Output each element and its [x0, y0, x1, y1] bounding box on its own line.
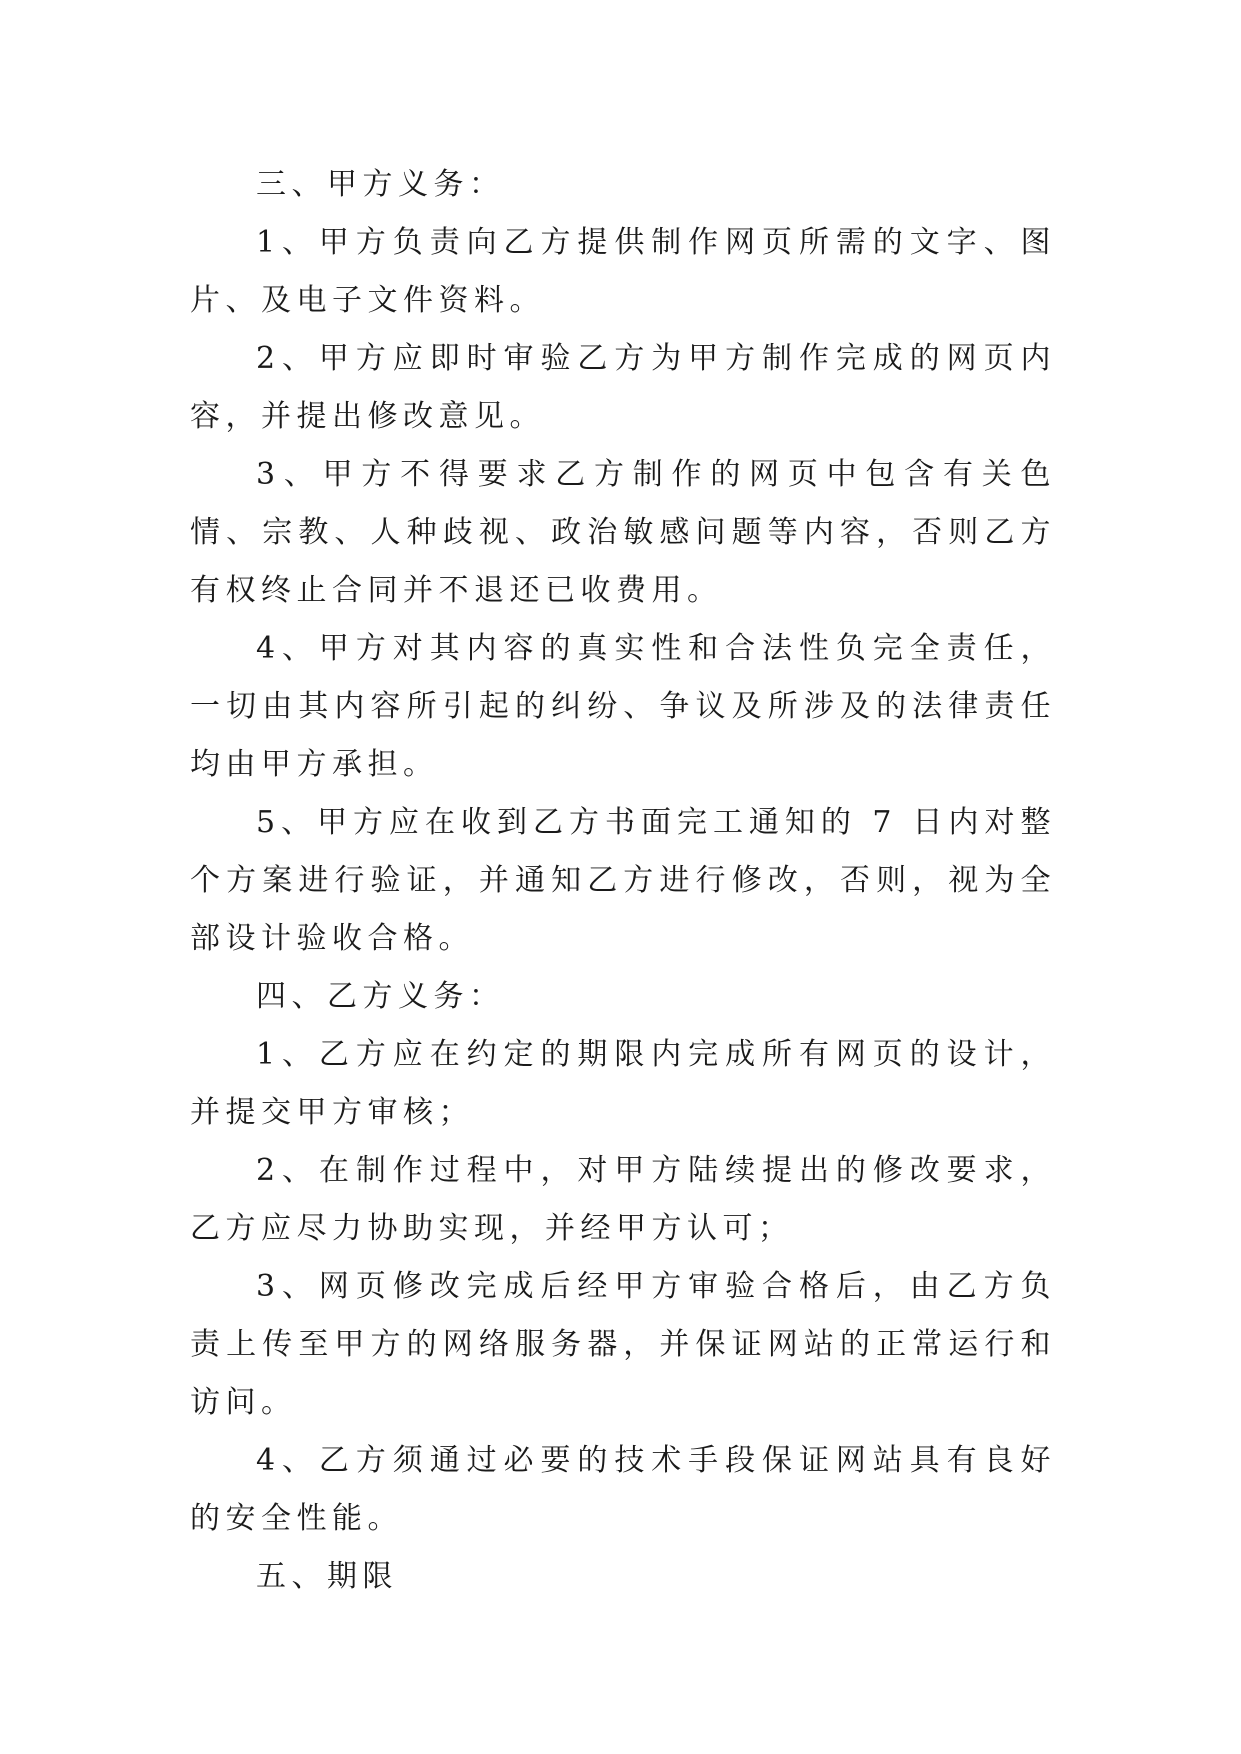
clause-a5: 5、甲方应在收到乙方书面完工通知的 7 日内对整个方案进行验证，并通知乙方进行修改，否则，视为全部设计验收合格。	[190, 805, 1056, 956]
clause-b3: 3、网页修改完成后经甲方审验合格后，由乙方负责上传至甲方的网络服务器，并保证网站的正常运行和访问。	[190, 1269, 1056, 1420]
clause-b1: 1、乙方应在约定的期限内完成所有网页的设计，并提交甲方审核；	[190, 1037, 1056, 1130]
section-heading-party-b-obligations: 四、乙方义务：	[256, 979, 505, 1014]
clause-a1: 1、甲方负责向乙方提供制作网页所需的文字、图片、及电子文件资料。	[190, 225, 1056, 318]
section-heading-party-a-obligations: 三、甲方义务：	[256, 167, 505, 202]
clause-a4: 4、甲方对其内容的真实性和合法性负完全责任，一切由其内容所引起的纠纷、争议及所涉及的法律责任均由甲方承担。	[190, 631, 1056, 782]
section-heading-term: 五、期限	[256, 1559, 398, 1594]
clause-b4: 4、乙方须通过必要的技术手段保证网站具有良好的安全性能。	[190, 1443, 1056, 1536]
clause-a2: 2、甲方应即时审验乙方为甲方制作完成的网页内容，并提出修改意见。	[190, 341, 1056, 434]
clause-a3: 3、甲方不得要求乙方制作的网页中包含有关色情、宗教、人种歧视、政治敏感问题等内容，否则乙方有权终止合同并不退还已收费用。	[190, 457, 1056, 608]
document-body	[190, 156, 1056, 1606]
clause-b2: 2、在制作过程中，对甲方陆续提出的修改要求，乙方应尽力协助实现，并经甲方认可；	[190, 1153, 1056, 1246]
